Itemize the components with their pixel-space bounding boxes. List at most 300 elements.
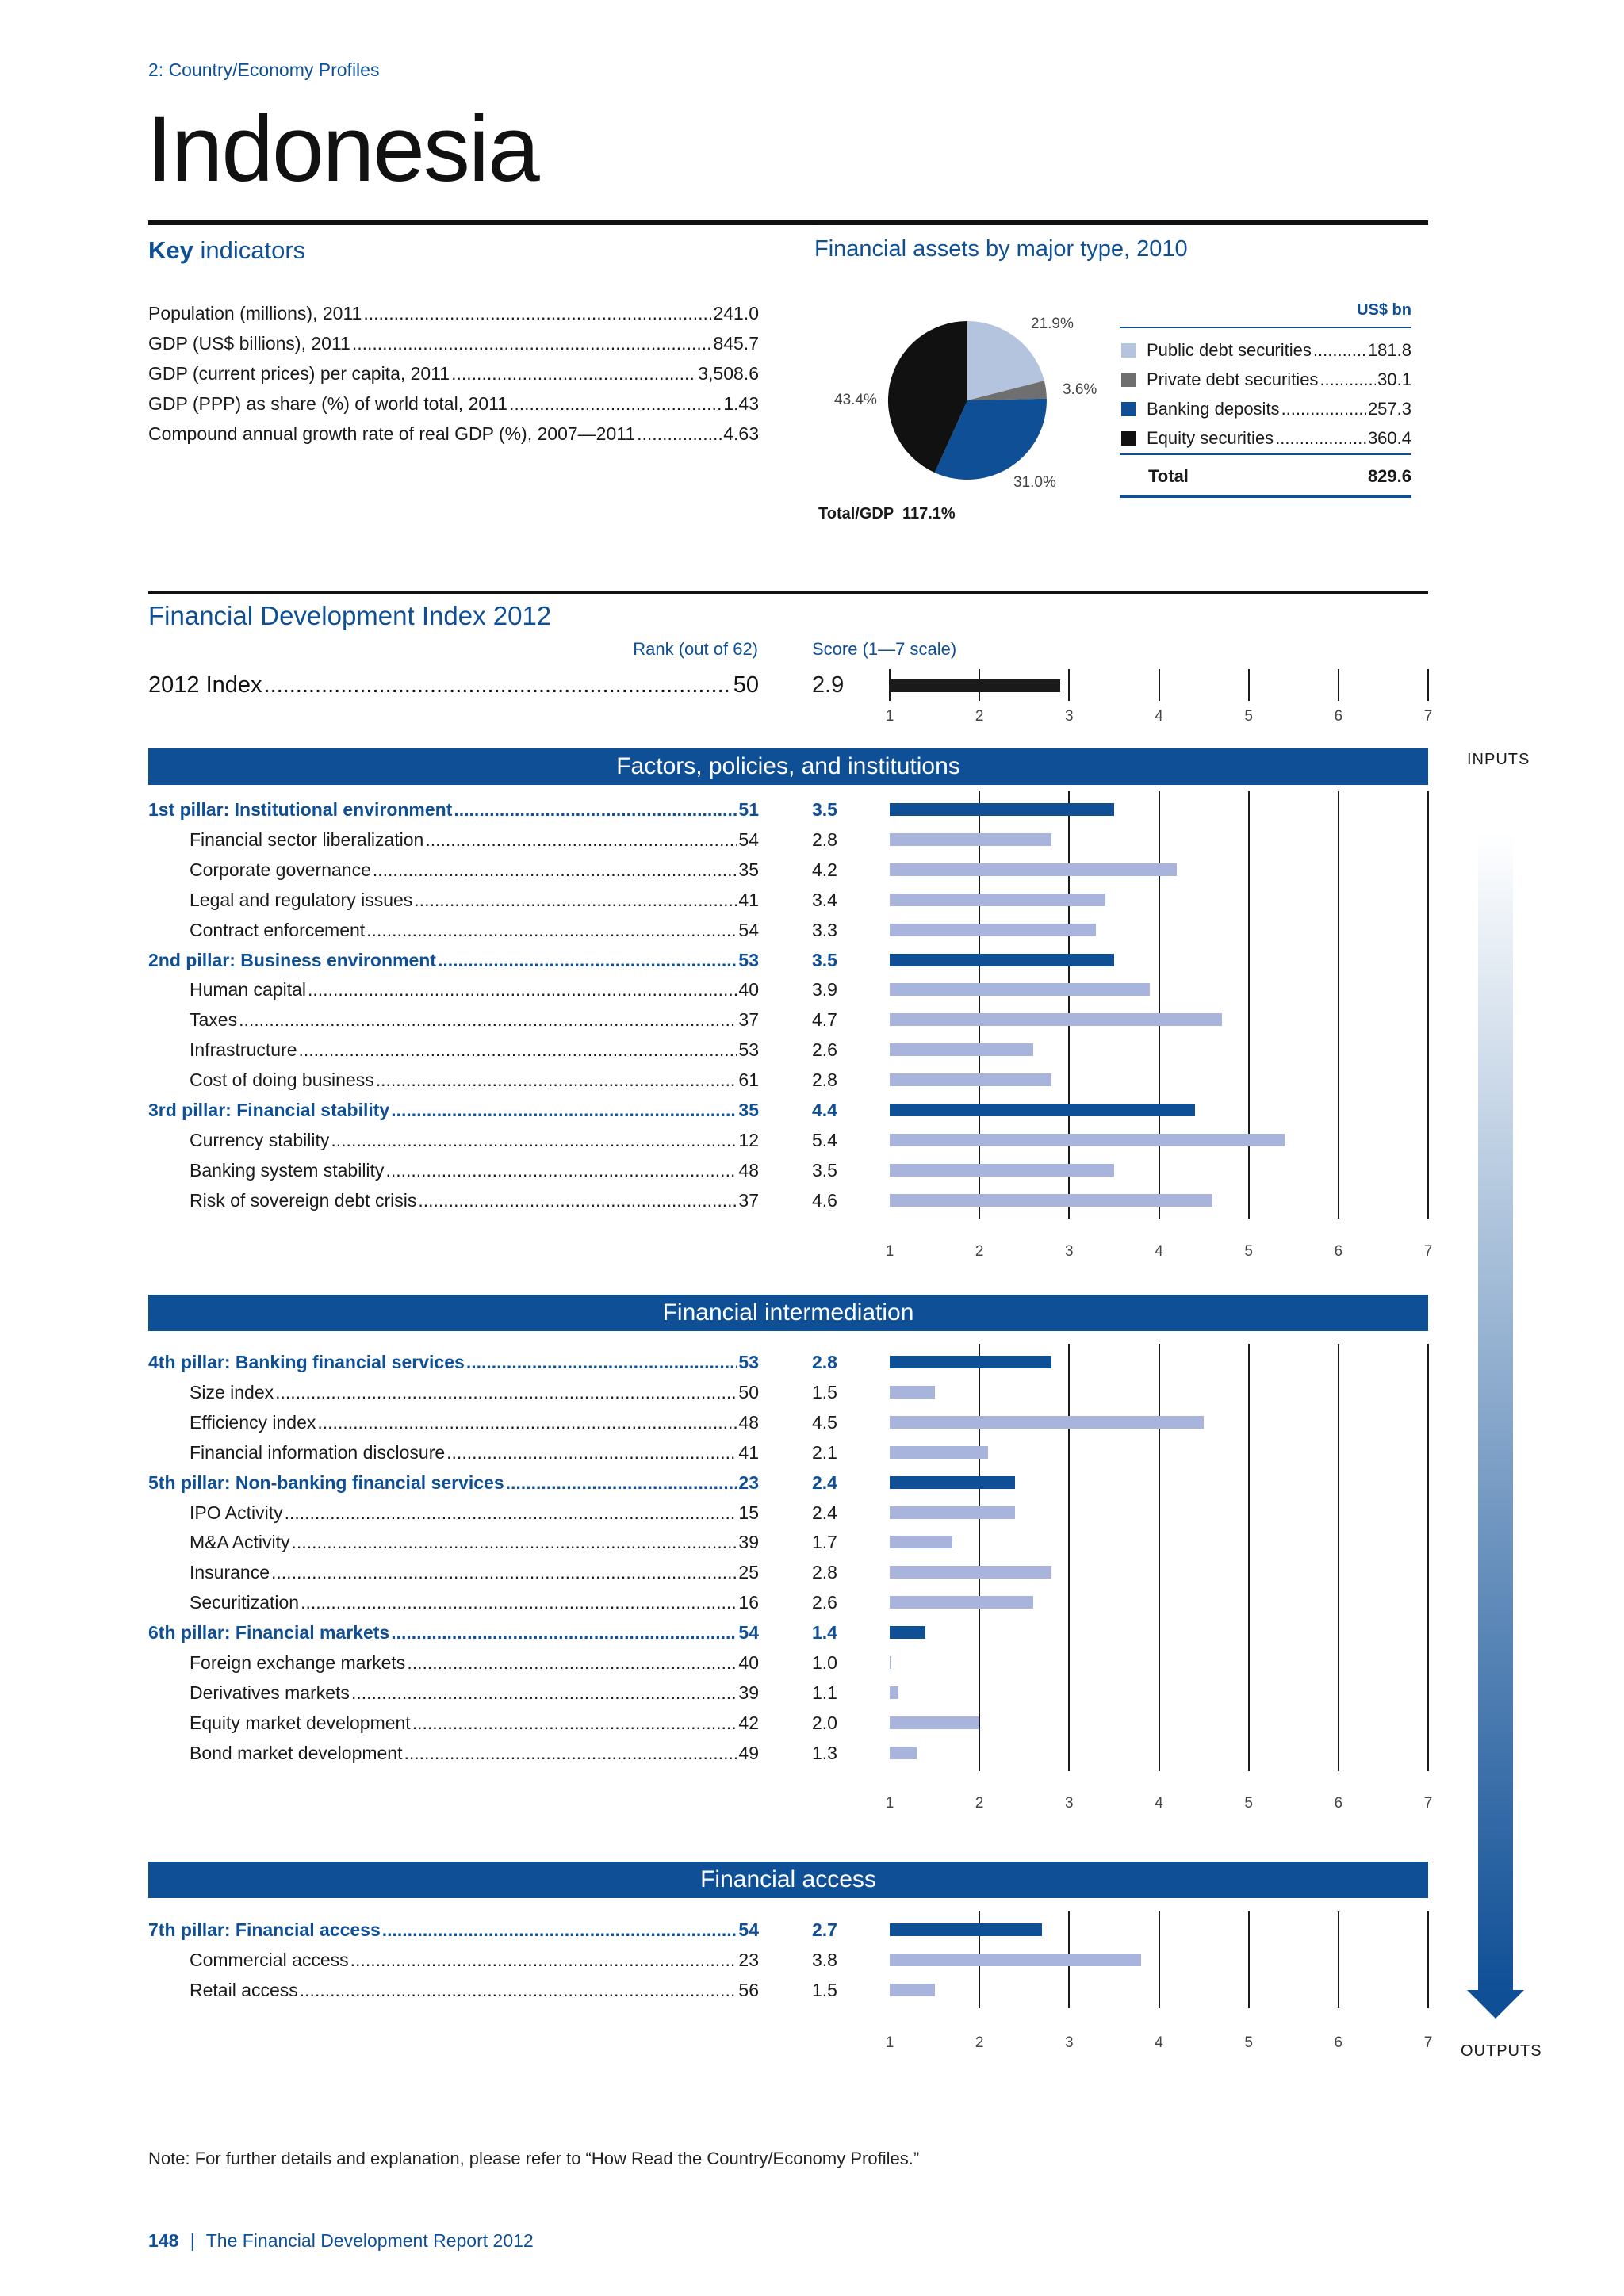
- row-label: 2nd pillar: Business environment: [148, 949, 436, 970]
- score-bar: [890, 1446, 988, 1459]
- row-rank: 16: [738, 1592, 759, 1613]
- row-leader: [506, 1468, 737, 1498]
- score-bar: [890, 954, 1114, 966]
- sub-indicator-row: [190, 1498, 759, 1528]
- row-rank: 25: [738, 1562, 759, 1583]
- row-leader: [454, 794, 737, 825]
- key-indicator-value: 4.63: [723, 423, 759, 444]
- axis-tick-label: 1: [885, 1243, 894, 1260]
- pillar-row: [148, 1617, 759, 1647]
- grid-line: [1248, 1911, 1250, 2008]
- fdi-divider: [148, 591, 1428, 594]
- row-score: 3.5: [812, 799, 837, 820]
- row-label: Legal and regulatory issues: [190, 889, 413, 910]
- row-rank: 54: [738, 919, 759, 940]
- row-score: 1.4: [812, 1622, 837, 1644]
- grid-line: [1427, 1911, 1429, 2008]
- axis-tick-label: 1: [885, 2034, 894, 2051]
- row-label: Foreign exchange markets: [190, 1652, 406, 1673]
- pillar-row: [148, 1095, 759, 1125]
- sub-indicator-row: [190, 1557, 759, 1587]
- legend-item-value: 257.3: [1367, 399, 1411, 419]
- row-label: 5th pillar: Non-banking financial services: [148, 1471, 504, 1493]
- pie-label-banking: 31.0%: [1013, 474, 1056, 491]
- axis-tick-label: 5: [1244, 2034, 1253, 2051]
- pillar-row: [148, 1468, 759, 1498]
- axis-tick-label: 2: [975, 708, 984, 725]
- row-label: 4th pillar: Banking financial services: [148, 1352, 465, 1372]
- score-bar: [890, 1596, 1033, 1609]
- sub-indicator-row: [190, 1945, 759, 1975]
- grid-line: [1159, 1911, 1160, 2008]
- axis-tick-label: 6: [1334, 2034, 1343, 2051]
- grid-line: [1338, 1344, 1339, 1771]
- row-label: Efficiency index: [190, 1411, 316, 1433]
- row-label: Securitization: [190, 1592, 300, 1613]
- row-score: 3.5: [812, 949, 837, 970]
- row-leader: [466, 1347, 737, 1377]
- axis-tick-label: 5: [1244, 1243, 1253, 1260]
- row-label: Taxes: [190, 1009, 238, 1031]
- row-score: 1.7: [812, 1532, 837, 1553]
- grid-line: [1248, 1344, 1250, 1771]
- legend-swatch: [1121, 373, 1136, 387]
- grid-line: [979, 1344, 980, 1771]
- pie-label-equity: 43.4%: [834, 392, 877, 408]
- score-bar: [890, 1716, 979, 1729]
- index-label: 2012 Index: [148, 672, 262, 698]
- inputs-label: INPUTS: [1467, 751, 1530, 768]
- rank-header: Rank (out of 62): [633, 639, 758, 659]
- row-score: 4.6: [812, 1189, 837, 1211]
- row-rank: 41: [738, 1441, 759, 1463]
- row-label: Bond market development: [190, 1742, 403, 1763]
- key-indicator-leader: [637, 420, 722, 447]
- score-bar: [890, 1686, 898, 1699]
- score-bar: [890, 1104, 1195, 1116]
- row-leader: [239, 1004, 737, 1035]
- score-bar: [890, 1164, 1114, 1177]
- row-leader: [301, 1587, 737, 1617]
- row-score: 2.1: [812, 1441, 837, 1463]
- pillar-row: [148, 794, 759, 825]
- row-score: 1.5: [812, 1381, 837, 1402]
- outputs-label: OUTPUTS: [1461, 2042, 1542, 2060]
- sub-indicator-row: [190, 1527, 759, 1557]
- axis-tick-label: 2: [975, 1243, 984, 1260]
- score-bar: [890, 1073, 1051, 1086]
- index-score: 2.9: [812, 672, 845, 698]
- row-score: 2.4: [812, 1502, 837, 1523]
- key-indicators-title-bold: Key: [148, 236, 193, 264]
- sub-indicator-row: [190, 1738, 759, 1768]
- row-leader: [414, 885, 737, 915]
- axis-tick-label: 4: [1155, 2034, 1163, 2051]
- sub-indicator-row: [190, 1065, 759, 1095]
- grid-line: [1338, 791, 1339, 1219]
- sub-indicator-row: [190, 1377, 759, 1407]
- pillar-row: [148, 945, 759, 975]
- row-score: 1.3: [812, 1742, 837, 1763]
- score-bar: [890, 1476, 1015, 1489]
- row-label: Human capital: [190, 979, 307, 1001]
- financial-assets-pie: [880, 313, 1055, 488]
- legend-item-leader: [1275, 424, 1366, 453]
- key-indicator-value: 1.43: [723, 393, 759, 414]
- row-leader: [446, 1437, 737, 1468]
- score-bar: [890, 1566, 1051, 1578]
- legend-swatch: [1121, 431, 1136, 446]
- legend-total-value: 829.6: [1367, 466, 1411, 486]
- key-indicator-label: GDP (current prices) per capita, 2011: [148, 363, 450, 384]
- axis-tick-label: 7: [1423, 708, 1433, 725]
- key-indicator-value: 241.0: [713, 303, 759, 323]
- row-leader: [425, 825, 737, 855]
- row-score: 4.2: [812, 859, 837, 880]
- row-rank: 56: [738, 1979, 759, 2000]
- row-score: 3.3: [812, 919, 837, 940]
- financial-assets-title: Financial assets by major type, 2010: [814, 236, 1188, 262]
- inputs-outputs-arrow-shaft: [1478, 832, 1513, 1993]
- legend-swatch: [1121, 402, 1136, 416]
- score-bar: [890, 983, 1150, 996]
- row-rank: 40: [738, 1652, 759, 1673]
- sub-indicator-row: [190, 1004, 759, 1035]
- row-label: Corporate governance: [190, 859, 371, 880]
- score-bar: [890, 1656, 891, 1669]
- key-indicator-row: [148, 390, 759, 417]
- row-leader: [412, 1708, 737, 1738]
- axis-tick-label: 2: [975, 2034, 984, 2051]
- key-indicators-title-rest: indicators: [193, 236, 306, 264]
- axis-tick-label: 6: [1334, 708, 1343, 725]
- row-label: Retail access: [190, 1979, 298, 2000]
- row-rank: 35: [738, 1100, 759, 1120]
- section-header: Financial access: [148, 1862, 1428, 1898]
- row-score: 4.7: [812, 1009, 837, 1031]
- row-leader: [308, 974, 737, 1004]
- sub-indicator-row: [190, 1185, 759, 1215]
- axis-tick-label: 2: [975, 1795, 984, 1812]
- index-bar: [890, 679, 1060, 692]
- row-rank: 54: [738, 1622, 759, 1644]
- grid-line: [1427, 669, 1429, 701]
- sub-indicator-row: [190, 855, 759, 885]
- grid-line: [1248, 791, 1250, 1219]
- index-rank: 50: [733, 672, 759, 698]
- score-bar: [890, 1386, 935, 1399]
- legend-total-rule: [1120, 453, 1411, 455]
- row-score: 2.8: [812, 1070, 837, 1091]
- axis-tick-label: 6: [1334, 1243, 1343, 1260]
- row-score: 3.9: [812, 979, 837, 1001]
- row-label: IPO Activity: [190, 1502, 283, 1523]
- row-label: Contract enforcement: [190, 919, 366, 940]
- grid-line: [1248, 669, 1250, 701]
- row-score: 4.4: [812, 1100, 837, 1120]
- score-bar: [890, 863, 1177, 876]
- row-rank: 23: [738, 1949, 759, 1970]
- row-score: 3.5: [812, 1159, 837, 1181]
- row-leader: [351, 1678, 737, 1708]
- row-leader: [418, 1185, 737, 1215]
- pie-label-private: 3.6%: [1063, 381, 1097, 398]
- legend-item-value: 181.8: [1367, 340, 1411, 360]
- row-label: Financial information disclosure: [190, 1441, 446, 1463]
- row-leader: [299, 1035, 737, 1065]
- axis-tick-label: 3: [1065, 708, 1074, 725]
- row-label: Banking system stability: [190, 1159, 385, 1181]
- index-row: [148, 669, 759, 701]
- section-header: Financial intermediation: [148, 1295, 1428, 1331]
- legend-item: [1147, 395, 1411, 423]
- row-label: 1st pillar: Institutional environment: [148, 799, 453, 820]
- row-label: Equity market development: [190, 1712, 411, 1733]
- legend-item: [1147, 336, 1411, 365]
- row-rank: 49: [738, 1742, 759, 1763]
- key-indicator-value: 3,508.6: [698, 363, 759, 384]
- inputs-outputs-arrow-head: [1467, 1990, 1524, 2019]
- axis-tick-label: 5: [1244, 708, 1253, 725]
- row-leader: [300, 1975, 737, 2005]
- row-rank: 51: [738, 799, 759, 820]
- row-score: 3.4: [812, 889, 837, 910]
- row-rank: 41: [738, 889, 759, 910]
- grid-line: [1427, 1344, 1429, 1771]
- top-divider: [148, 220, 1428, 225]
- key-indicator-label: GDP (PPP) as share (%) of world total, 2011: [148, 393, 508, 414]
- sub-indicator-row: [190, 1035, 759, 1065]
- row-score: 2.6: [812, 1039, 837, 1061]
- legend-top-rule: [1120, 327, 1411, 328]
- row-score: 3.8: [812, 1949, 837, 1970]
- row-rank: 54: [738, 828, 759, 850]
- index-leader: [264, 669, 732, 701]
- row-rank: 39: [738, 1682, 759, 1703]
- grid-line: [1068, 1344, 1070, 1771]
- page-title: Indonesia: [147, 97, 538, 201]
- axis-tick-label: 7: [1423, 1243, 1433, 1260]
- footer-report-title: The Financial Development Report 2012: [205, 2230, 534, 2251]
- row-leader: [331, 1125, 737, 1155]
- total-gdp: Total/GDP 117.1%: [818, 505, 956, 522]
- key-indicator-value: 845.7: [713, 333, 759, 354]
- axis-tick-label: 3: [1065, 1795, 1074, 1812]
- row-leader: [292, 1527, 737, 1557]
- sub-indicator-row: [190, 1587, 759, 1617]
- row-rank: 61: [738, 1070, 759, 1091]
- key-indicator-leader: [451, 360, 696, 387]
- row-rank: 53: [738, 1352, 759, 1372]
- sub-indicator-row: [190, 885, 759, 915]
- score-bar: [890, 894, 1105, 906]
- row-label: Cost of doing business: [190, 1070, 374, 1091]
- row-label: Size index: [190, 1381, 274, 1402]
- legend-item: [1147, 424, 1411, 453]
- sub-indicator-row: [190, 974, 759, 1004]
- legend-item-label: Public debt securities: [1147, 340, 1312, 360]
- key-indicator-label: Population (millions), 2011: [148, 303, 362, 323]
- score-header: Score (1—7 scale): [812, 639, 957, 659]
- row-rank: 50: [738, 1381, 759, 1402]
- score-bar: [890, 1506, 1015, 1519]
- legend-item-value: 360.4: [1367, 428, 1411, 448]
- axis-tick-label: 7: [1423, 1795, 1433, 1812]
- grid-line: [1068, 791, 1070, 1219]
- note: Note: For further details and explanation, please refer to “How Read the Country/Economy Profiles.”: [148, 2149, 920, 2168]
- sub-indicator-row: [190, 1407, 759, 1437]
- row-score: 2.7: [812, 1919, 837, 1940]
- score-bar: [890, 1626, 925, 1639]
- row-score: 5.4: [812, 1129, 837, 1150]
- row-rank: 12: [738, 1129, 759, 1150]
- score-bar: [890, 1954, 1141, 1966]
- axis-tick-label: 4: [1155, 1243, 1163, 1260]
- grid-line: [1338, 1911, 1339, 2008]
- footer: [148, 2230, 534, 2252]
- legend-bottom-rule: [1120, 495, 1411, 498]
- fdi-title: Financial Development Index 2012: [148, 601, 552, 630]
- row-label: Financial sector liberalization: [190, 828, 424, 850]
- axis-tick-label: 5: [1244, 1795, 1253, 1812]
- legend-item-leader: [1313, 336, 1366, 365]
- grid-line: [979, 791, 980, 1219]
- legend-item-value: 30.1: [1377, 369, 1411, 389]
- score-bar: [890, 1043, 1033, 1056]
- row-rank: 23: [738, 1471, 759, 1493]
- row-leader: [350, 1945, 737, 1975]
- legend-item-leader: [1320, 365, 1376, 394]
- key-indicator-row: [148, 360, 759, 387]
- key-indicator-leader: [363, 300, 711, 327]
- assets-unit: US$ bn: [1357, 301, 1411, 319]
- grid-line: [1427, 791, 1429, 1219]
- row-label: Insurance: [190, 1562, 270, 1583]
- row-leader: [438, 945, 737, 975]
- row-rank: 53: [738, 1039, 759, 1061]
- score-bar: [890, 1134, 1285, 1146]
- row-score: 1.1: [812, 1682, 837, 1703]
- axis-tick-label: 1: [885, 708, 894, 725]
- sub-indicator-row: [190, 1678, 759, 1708]
- row-label: M&A Activity: [190, 1532, 290, 1553]
- pie-label-public: 21.9%: [1031, 316, 1074, 332]
- row-leader: [391, 1095, 737, 1125]
- score-bar: [890, 1923, 1042, 1936]
- sub-indicator-row: [190, 1647, 759, 1678]
- section-header: Factors, policies, and institutions: [148, 748, 1428, 785]
- sub-indicator-row: [190, 1155, 759, 1185]
- row-score: 2.0: [812, 1712, 837, 1733]
- sub-indicator-row: [190, 825, 759, 855]
- legend-swatch: [1121, 343, 1136, 358]
- row-rank: 37: [738, 1009, 759, 1031]
- key-indicator-row: [148, 330, 759, 357]
- row-leader: [366, 915, 737, 945]
- grid-line: [1159, 791, 1160, 1219]
- row-rank: 37: [738, 1189, 759, 1211]
- row-rank: 48: [738, 1159, 759, 1181]
- key-indicator-row: [148, 300, 759, 327]
- row-leader: [317, 1407, 737, 1437]
- row-rank: 48: [738, 1411, 759, 1433]
- sub-indicator-row: [190, 1437, 759, 1468]
- row-label: Infrastructure: [190, 1039, 297, 1061]
- row-label: Risk of sovereign debt crisis: [190, 1189, 417, 1211]
- sub-indicator-row: [190, 915, 759, 945]
- row-rank: 40: [738, 979, 759, 1001]
- score-bar: [890, 1194, 1212, 1207]
- row-label: Derivatives markets: [190, 1682, 350, 1703]
- legend-total-label: Total: [1148, 466, 1189, 486]
- footer-page-number: 148: [148, 2230, 179, 2251]
- axis-tick-label: 7: [1423, 2034, 1433, 2051]
- grid-line: [1338, 669, 1339, 701]
- pillar-row: [148, 1915, 759, 1945]
- row-rank: 53: [738, 949, 759, 970]
- grid-line: [1159, 1344, 1160, 1771]
- row-leader: [404, 1738, 737, 1768]
- legend-item-leader: [1281, 395, 1366, 423]
- row-label: Commercial access: [190, 1949, 349, 1970]
- grid-line: [1159, 669, 1160, 701]
- legend-item-label: Private debt securities: [1147, 369, 1319, 389]
- row-label: 3rd pillar: Financial stability: [148, 1100, 390, 1120]
- row-label: 7th pillar: Financial access: [148, 1919, 381, 1940]
- sub-indicator-row: [190, 1708, 759, 1738]
- axis-tick-label: 6: [1334, 1795, 1343, 1812]
- footer-separator: |: [190, 2230, 195, 2251]
- row-leader: [275, 1377, 737, 1407]
- score-bar: [890, 1416, 1204, 1429]
- legend-item: [1147, 365, 1411, 394]
- row-rank: 42: [738, 1712, 759, 1733]
- row-leader: [271, 1557, 737, 1587]
- key-indicator-label: Compound annual growth rate of real GDP (%), 2007—2011: [148, 423, 636, 444]
- key-indicator-label: GDP (US$ billions), 2011: [148, 333, 350, 354]
- breadcrumb: 2: Country/Economy Profiles: [148, 59, 380, 80]
- key-indicators-title: [148, 236, 305, 265]
- score-bar: [890, 1984, 935, 1996]
- row-label: Currency stability: [190, 1129, 330, 1150]
- score-bar: [890, 803, 1114, 816]
- row-score: 1.0: [812, 1652, 837, 1673]
- row-score: 2.4: [812, 1471, 837, 1493]
- row-score: 1.5: [812, 1979, 837, 2000]
- row-score: 2.6: [812, 1592, 837, 1613]
- row-rank: 54: [738, 1919, 759, 1940]
- grid-line: [1068, 669, 1070, 701]
- row-leader: [285, 1498, 737, 1528]
- row-score: 4.5: [812, 1411, 837, 1433]
- key-indicator-row: [148, 420, 759, 447]
- row-leader: [391, 1617, 737, 1647]
- sub-indicator-row: [190, 1125, 759, 1155]
- row-rank: 15: [738, 1502, 759, 1523]
- score-bar: [890, 833, 1051, 846]
- legend-item-label: Equity securities: [1147, 428, 1274, 448]
- axis-tick-label: 3: [1065, 2034, 1074, 2051]
- key-indicator-leader: [509, 390, 722, 417]
- key-indicator-leader: [352, 330, 712, 357]
- axis-tick-label: 1: [885, 1795, 894, 1812]
- row-leader: [373, 855, 737, 885]
- row-label: 6th pillar: Financial markets: [148, 1622, 390, 1644]
- row-leader: [376, 1065, 737, 1095]
- row-rank: 35: [738, 859, 759, 880]
- legend-item-label: Banking deposits: [1147, 399, 1280, 419]
- row-score: 2.8: [812, 1562, 837, 1583]
